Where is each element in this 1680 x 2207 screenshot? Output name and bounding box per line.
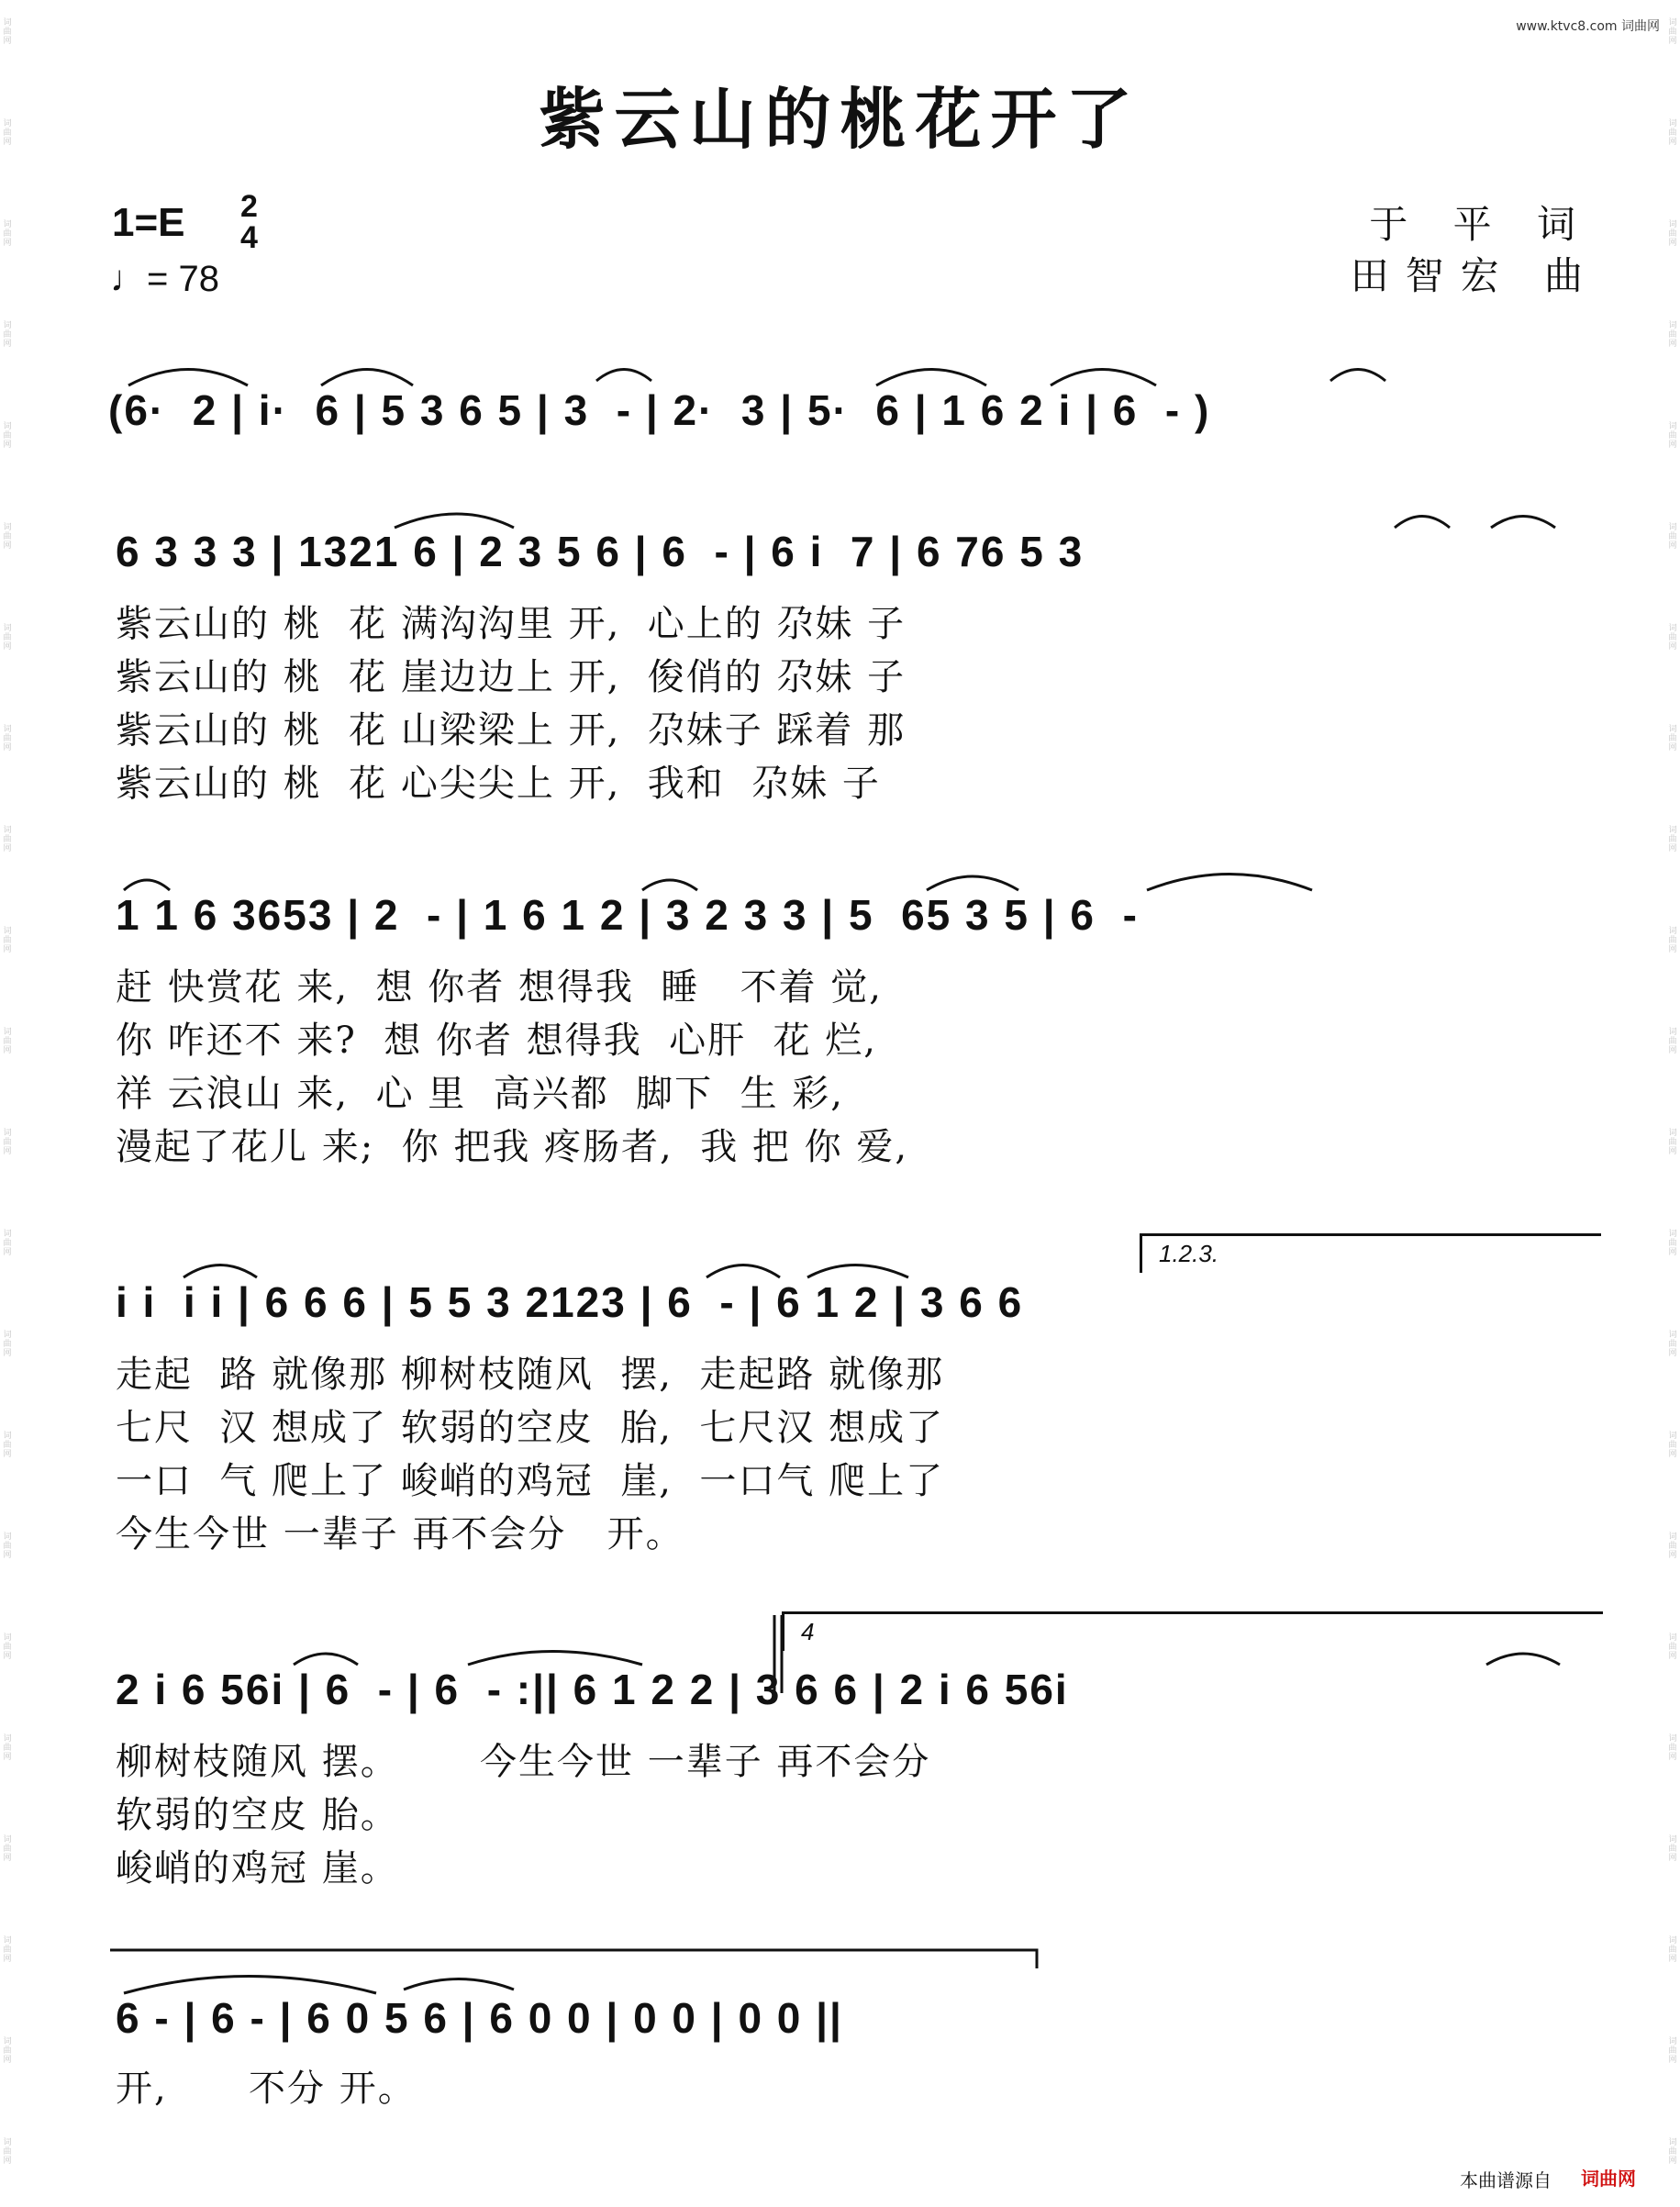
- lyric-line: 一口 气 爬上了 峻峭的鸡冠 崖, 一口气 爬上了: [116, 1460, 945, 1502]
- system-notes: 1 1 6 3653 | 2 - | 1 6 1 2 | 3 2 3 3 | 5 65 3 5 | 6 -: [116, 891, 1139, 939]
- lyric-line: 紫云山的 桃 花 崖边边上 开, 俊俏的 尕妹 子: [116, 656, 907, 698]
- system-notes: i i i i | 6 6 6 | 5 5 3 2123 | 6 - | 6 1 2 | 3 6 6: [116, 1278, 1024, 1326]
- side-watermark-text: 词 曲 网: [3, 927, 12, 954]
- site-url: www.ktvc8.com 词曲网: [1516, 19, 1660, 34]
- slur: [124, 1977, 376, 1994]
- lyric-line: 紫云山的 桃 花 山梁梁上 开, 尕妹子 踩着 那: [116, 709, 907, 752]
- slur: [128, 370, 248, 386]
- side-watermark-text: 词 曲 网: [1668, 2138, 1677, 2166]
- volta-label: 1.2.3.: [1159, 1240, 1219, 1267]
- slur: [321, 370, 413, 386]
- side-watermark-text: 词 曲 网: [1668, 321, 1677, 349]
- side-watermark-text: 词 曲 网: [3, 1936, 12, 1964]
- side-watermark-text: 词 曲 网: [3, 2037, 12, 2065]
- side-watermark-text: 词 曲 网: [3, 725, 12, 752]
- slur: [807, 1265, 908, 1278]
- source-text: 本曲谱源自: [1460, 2169, 1552, 2191]
- lyric-line: 开, 不分 开。: [116, 2068, 417, 2110]
- lyric-line: 祥 云浪山 来, 心 里 高兴都 脚下 生 彩,: [116, 1073, 845, 1115]
- slur: [468, 1652, 642, 1666]
- key-signature: 1=E: [112, 200, 185, 245]
- side-watermark-text: 词 曲 网: [3, 1331, 12, 1358]
- slur: [706, 1265, 780, 1278]
- side-watermark-text: 词 曲 网: [1668, 18, 1677, 46]
- side-watermark-text: 词 曲 网: [3, 523, 12, 551]
- side-watermark-text: 词 曲 网: [3, 1734, 12, 1762]
- side-watermark-text: 词 曲 网: [3, 220, 12, 248]
- slur: [395, 514, 514, 528]
- lyric-line: 峻峭的鸡冠 崖。: [116, 1847, 399, 1889]
- side-watermark-text: 词 曲 网: [1668, 1734, 1677, 1762]
- side-watermark-text: 词 曲 网: [1668, 119, 1677, 147]
- side-watermark-text: 词 曲 网: [1668, 220, 1677, 248]
- slur: [1147, 875, 1312, 891]
- side-watermark-text: 词 曲 网: [1668, 2037, 1677, 2065]
- lyric-line: 漫起了花儿 来; 你 把我 疼肠者, 我 把 你 爱,: [116, 1126, 909, 1168]
- time-signature-bottom: 4: [240, 220, 258, 255]
- side-watermark-text: 词 曲 网: [1668, 422, 1677, 450]
- lyric-line: 柳树枝随风 摆。 今生今世 一辈子 再不会分: [116, 1741, 931, 1783]
- side-watermark-text: 词 曲 网: [3, 1533, 12, 1560]
- side-watermark-text: 词 曲 网: [1668, 1432, 1677, 1459]
- slur: [124, 880, 170, 890]
- slur: [927, 876, 1018, 890]
- time-signature-top: 2: [240, 189, 258, 224]
- composer-credit: 田智宏 曲: [1350, 253, 1599, 298]
- side-watermark-text: 词 曲 网: [1668, 1936, 1677, 1964]
- slur: [404, 1979, 514, 1990]
- side-watermark-text: 词 曲 网: [3, 624, 12, 652]
- slur: [876, 370, 986, 386]
- side-watermark-text: 词 曲 网: [3, 826, 12, 853]
- lyric-line: 紫云山的 桃 花 心尖尖上 开, 我和 尕妹 子: [116, 763, 881, 805]
- lyric-line: 紫云山的 桃 花 满沟沟里 开, 心上的 尕妹 子: [116, 603, 907, 645]
- side-watermark-text: 词 曲 网: [3, 1835, 12, 1863]
- side-watermark-text: 词 曲 网: [3, 18, 12, 46]
- side-watermark-text: 词 曲 网: [1668, 624, 1677, 652]
- lyric-line: 你 咋还不 来? 想 你者 想得我 心肝 花 烂,: [116, 1020, 878, 1062]
- side-watermark-text: 词 曲 网: [3, 422, 12, 450]
- tempo-marking: ♩= 78: [110, 259, 219, 299]
- side-watermark-text: 词 曲 网: [1668, 1129, 1677, 1156]
- side-watermark-text: 词 曲 网: [1668, 1331, 1677, 1358]
- slur: [1486, 1654, 1560, 1665]
- slur: [596, 370, 651, 382]
- side-watermark-text: 词 曲 网: [3, 1230, 12, 1257]
- side-watermark-text: 词 曲 网: [3, 1633, 12, 1661]
- side-watermark-text: 词 曲 网: [3, 1432, 12, 1459]
- system-notes: 2 i 6 56i | 6 - | 6 - :|| 6 1 2 2 | 3 6 6 | 2 i 6 56i: [116, 1666, 1069, 1713]
- slur: [1051, 370, 1156, 386]
- system-notes: 6 - | 6 - | 6 0 5 6 | 6 0 0 | 0 0 | 0 0 ||: [116, 1994, 843, 2042]
- song-title: 紫云山的桃花开了: [539, 80, 1141, 158]
- side-watermark-text: 词 曲 网: [3, 1028, 12, 1055]
- side-watermark-text: 词 曲 网: [1668, 1835, 1677, 1863]
- lyric-line: 赶 快赏花 来, 想 你者 想得我 睡 不着 觉,: [116, 966, 884, 1009]
- side-watermark-text: 词 曲 网: [1668, 1028, 1677, 1055]
- slur: [1330, 370, 1385, 382]
- slur: [1491, 517, 1555, 529]
- lyric-line: 软弱的空皮 胎。: [116, 1794, 399, 1836]
- slur: [294, 1654, 358, 1665]
- lyric-line: 七尺 汉 想成了 软弱的空皮 胎, 七尺汉 想成了: [116, 1407, 945, 1449]
- side-watermark-text: 词 曲 网: [1668, 1633, 1677, 1661]
- side-watermark-text: 词 曲 网: [3, 1129, 12, 1156]
- side-watermark-text: 词 曲 网: [3, 119, 12, 147]
- slur-bracket: [110, 1950, 1037, 1968]
- slur: [642, 880, 697, 890]
- source-site-link[interactable]: 词曲网: [1581, 2168, 1636, 2190]
- lyric-line: 走起 路 就像那 柳树枝随风 摆, 走起路 就像那: [116, 1354, 945, 1396]
- side-watermark-text: 词 曲 网: [1668, 1533, 1677, 1560]
- side-watermark-text: 词 曲 网: [1668, 927, 1677, 954]
- side-watermark-text: 词 曲 网: [1668, 1230, 1677, 1257]
- lyricist-credit: 于 平 词: [1369, 202, 1592, 247]
- slur: [1395, 517, 1450, 529]
- side-watermark-text: 词 曲 网: [3, 2138, 12, 2166]
- side-watermark-text: 词 曲 网: [1668, 826, 1677, 853]
- system-notes: 6 3 3 3 | 1321 6 | 2 3 5 6 | 6 - | 6 i 7 | 6 76 5 3: [116, 528, 1085, 575]
- volta-label: 4: [801, 1618, 815, 1645]
- side-watermark-text: 词 曲 网: [3, 321, 12, 349]
- side-watermark-text: 词 曲 网: [1668, 523, 1677, 551]
- slur: [184, 1265, 257, 1278]
- system-notes: (6· 2 | i· 6 | 5 3 6 5 | 3 - | 2· 3 | 5· 6 | 1 6 2 i | 6 - ): [108, 386, 1211, 434]
- lyric-line: 今生今世 一辈子 再不会分 开。: [116, 1513, 684, 1555]
- side-watermark-text: 词 曲 网: [1668, 725, 1677, 752]
